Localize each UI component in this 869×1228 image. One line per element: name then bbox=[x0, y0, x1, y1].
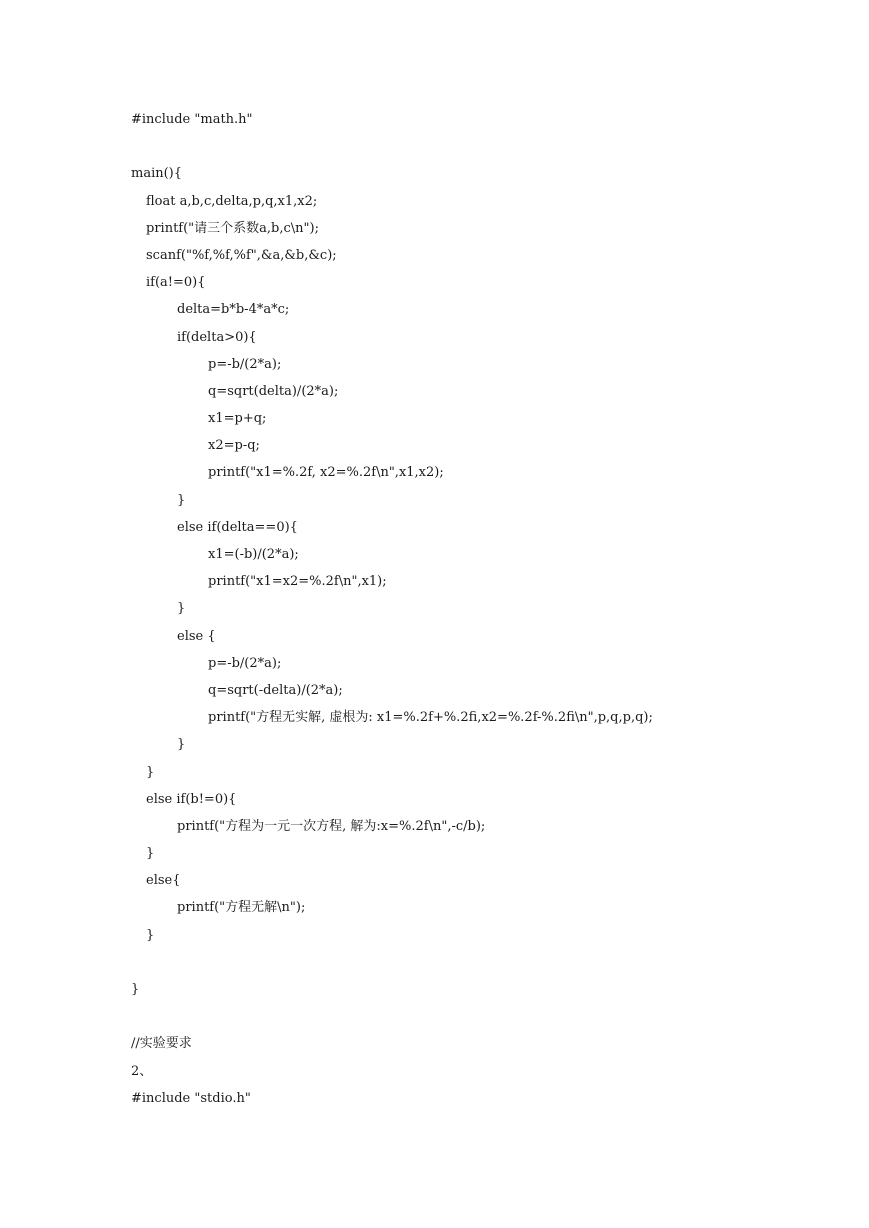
code-line: p=-b/(2*a); bbox=[208, 356, 282, 372]
code-line: x2=p-q; bbox=[208, 438, 260, 454]
code-line: printf("方程为一元一次方程, 解为:x=%.2f\n",-c/b); bbox=[177, 818, 486, 834]
code-line: } bbox=[177, 601, 186, 617]
blank-line bbox=[131, 1003, 831, 1030]
comment-line: //实验要求 bbox=[131, 1036, 192, 1052]
code-line: else{ bbox=[146, 873, 181, 889]
code-line: printf("方程无解\n"); bbox=[177, 900, 306, 916]
code-line: #include "math.h" bbox=[131, 112, 253, 127]
code-line: printf("方程无实解, 虚根为: x1=%.2f+%.2fi,x2=%.2f-%.2fi\n",p,q,p,q); bbox=[208, 710, 653, 726]
code-line: #include "stdio.h" bbox=[131, 1090, 251, 1106]
code-line: main(){ bbox=[131, 166, 183, 182]
code-line: } bbox=[146, 846, 155, 862]
code-line: printf("请三个系数a,b,c\n"); bbox=[146, 220, 319, 236]
code-line: delta=b*b-4*a*c; bbox=[177, 302, 290, 318]
code-line: else if(b!=0){ bbox=[146, 791, 237, 807]
blank-line bbox=[131, 949, 831, 976]
section-number: 2、 bbox=[131, 1063, 153, 1079]
code-listing bbox=[131, 106, 831, 1112]
code-line: } bbox=[146, 927, 155, 943]
blank-line bbox=[131, 133, 831, 160]
code-line: } bbox=[177, 737, 186, 753]
code-line: x1=p+q; bbox=[208, 411, 267, 427]
code-line: else { bbox=[177, 628, 216, 644]
code-line: } bbox=[177, 492, 186, 508]
code-line: x1=(-b)/(2*a); bbox=[208, 547, 299, 562]
code-line: float a,b,c,delta,p,q,x1,x2; bbox=[146, 193, 318, 209]
code-line: else if(delta==0){ bbox=[177, 519, 298, 535]
code-line: scanf("%f,%f,%f",&a,&b,&c); bbox=[146, 247, 337, 263]
code-line: printf("x1=x2=%.2f\n",x1); bbox=[208, 574, 387, 590]
code-line: } bbox=[131, 982, 140, 997]
code-line: if(a!=0){ bbox=[146, 275, 206, 291]
code-line: printf("x1=%.2f, x2=%.2f\n",x1,x2); bbox=[208, 465, 444, 481]
code-line: q=sqrt(-delta)/(2*a); bbox=[208, 682, 343, 698]
code-line: q=sqrt(delta)/(2*a); bbox=[208, 383, 339, 399]
code-line: p=-b/(2*a); bbox=[208, 655, 282, 671]
code-line: if(delta>0){ bbox=[177, 329, 257, 345]
code-line: } bbox=[146, 764, 155, 780]
